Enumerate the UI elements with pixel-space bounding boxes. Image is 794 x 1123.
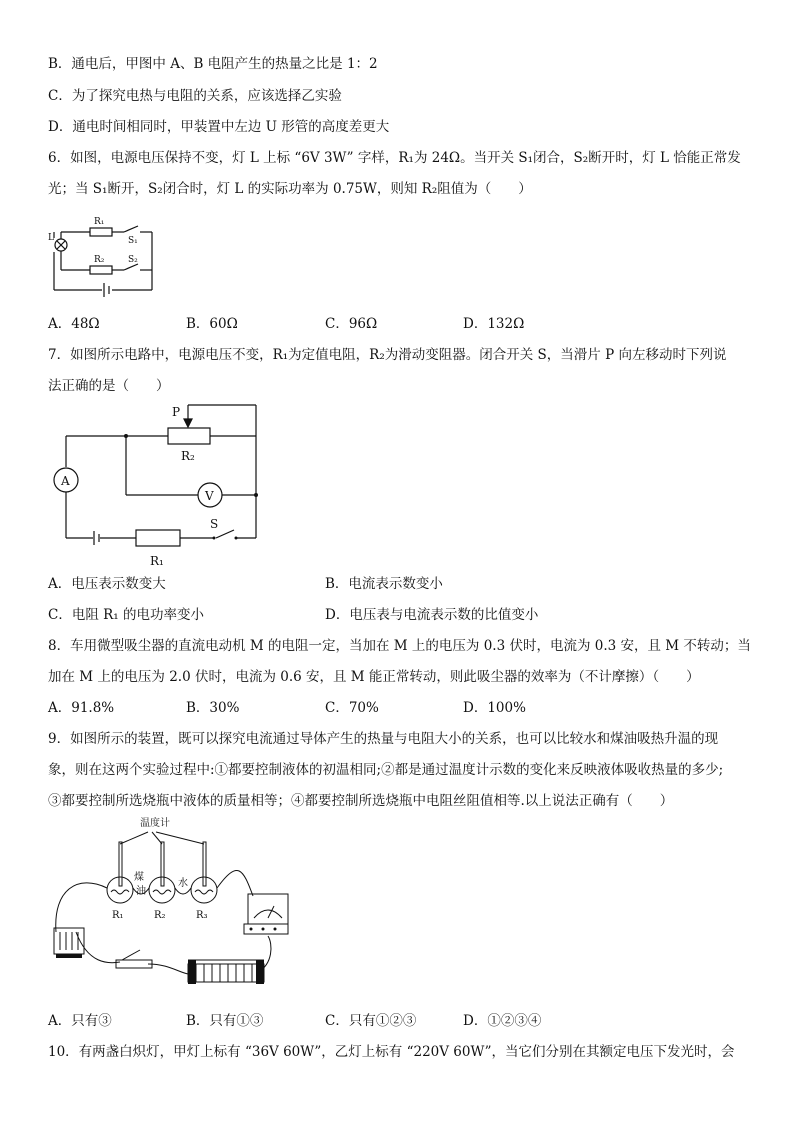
q5-option-b: B．通电后，甲图中 A、B 电阻产生的热量之比是 1：2 <box>48 56 378 72</box>
q6-option-b: B．60Ω <box>186 316 238 332</box>
r1-label: R₁ <box>112 910 124 921</box>
q6-stem-line-1: 6．如图，电源电压保持不变，灯 L 上标 “6V 3W” 字样，R₁为 24Ω。当开关 S₁闭合，S₂断开时，灯 L 恰能正常发 <box>48 150 741 166</box>
q10-stem-line-1: 10．有两盏白炽灯，甲灯上标有 “36V 60W”，乙灯上标有 “220V 60W”，当它们分别在其额定电压下发光时，会 <box>48 1044 735 1060</box>
slider-p-label: P <box>172 405 181 419</box>
q9-stem-line-1: 9．如图所示的装置，既可以探究电流通过导体产生的热量与电阻大小的关系，也可以比较水和煤油吸热升温的现 <box>48 731 719 747</box>
q7-option-b: B．电流表示数变小 <box>325 576 443 592</box>
q6-option-a: A．48Ω <box>48 316 100 332</box>
r2-label: R₂ <box>181 449 195 463</box>
water-label: 水 <box>178 878 188 889</box>
q8-stem-line-1: 8．车用微型吸尘器的直流电动机 M 的电阻一定，当加在 M 上的电压为 0.3 伏时，电流为 0.3 安，且 M 不转动；当 <box>48 638 751 654</box>
q8-option-a: A．91.8% <box>48 700 115 716</box>
r1-label: R₁ <box>150 554 164 568</box>
q7-stem-line-1: 7．如图所示电路中，电源电压不变，R₁为定值电阻，R₂为滑动变阻器。闭合开关 S，当滑片 P 向左移动时下列说 <box>48 347 727 363</box>
q9-apparatus-figure <box>48 814 298 1004</box>
knife-switch <box>116 960 152 968</box>
lamp-label: L <box>48 233 54 243</box>
r3-label: R₃ <box>196 910 208 921</box>
s1-label: S₁ <box>128 236 138 246</box>
q7-option-c: C．电阻 R₁ 的电功率变小 <box>48 607 204 623</box>
r1-resistor <box>136 530 180 546</box>
r2-rheostat <box>168 428 210 444</box>
q8-option-c: C．70% <box>325 700 379 716</box>
q9-option-a: A．只有③ <box>48 1013 112 1029</box>
r1-resistor <box>90 228 112 236</box>
ammeter-label: A <box>61 474 70 488</box>
q9-option-d: D．①②③④ <box>463 1013 542 1029</box>
flask-r2 <box>149 877 175 903</box>
q7-circuit-diagram <box>48 405 268 570</box>
kerosene-label-1: 煤 <box>134 872 144 883</box>
q6-stem-line-2: 光；当 S₁断开，S₂闭合时，灯 L 的实际功率为 0.75W，则知 R₂阻值为（ ） <box>48 181 532 197</box>
thermometer-1 <box>119 842 122 886</box>
q9-option-c: C．只有①②③ <box>325 1013 417 1029</box>
ammeter-box <box>248 894 288 924</box>
q6-option-c: C．96Ω <box>325 316 378 332</box>
r2-label: R₂ <box>154 910 166 921</box>
q9-option-b: B．只有①③ <box>186 1013 264 1029</box>
q7-stem-line-2: 法正确的是（ ） <box>48 378 170 394</box>
q8-option-b: B．30% <box>186 700 240 716</box>
q7-option-d: D．电压表与电流表示数的比值变小 <box>325 607 539 623</box>
q5-option-d: D．通电时间相同时，甲装置中左边 U 形管的高度差更大 <box>48 119 390 135</box>
q8-option-d: D．100% <box>463 700 526 716</box>
thermometer-3 <box>203 842 206 886</box>
q7-option-a: A．电压表示数变大 <box>48 576 166 592</box>
thermometer-label: 温度计 <box>140 818 170 829</box>
thermometer-2 <box>161 842 164 886</box>
q6-circuit-diagram <box>48 210 168 300</box>
q6-option-d: D．132Ω <box>463 316 525 332</box>
s2-label: S₂ <box>128 255 138 265</box>
flask-r1 <box>107 877 133 903</box>
kerosene-label-2: 油 <box>136 886 146 897</box>
flask-r3 <box>191 877 217 903</box>
r2-resistor <box>90 266 112 274</box>
q5-option-c: C．为了探究电热与电阻的关系，应该选择乙实验 <box>48 88 342 104</box>
q8-stem-line-2: 加在 M 上的电压为 2.0 伏时，电流为 0.6 安，且 M 能正常转动，则此吸尘器的效率为（不计摩擦）（ ） <box>48 669 700 685</box>
voltmeter-label: V <box>205 489 214 503</box>
switch-s-label: S <box>210 517 219 531</box>
rheostat <box>188 964 264 982</box>
q9-stem-line-2: 象，则在这两个实验过程中:①都要控制液体的初温相同;②都是通过温度计示数的变化来反映液体吸收热量的多少; <box>48 762 724 778</box>
r2-label: R₂ <box>94 255 105 265</box>
q9-stem-line-3: ③都要控制所选烧瓶中液体的质量相等；④都要控制所选烧瓶中电阻丝阻值相等.以上说法正确有（ ） <box>48 793 674 809</box>
r1-label: R₁ <box>94 217 105 227</box>
